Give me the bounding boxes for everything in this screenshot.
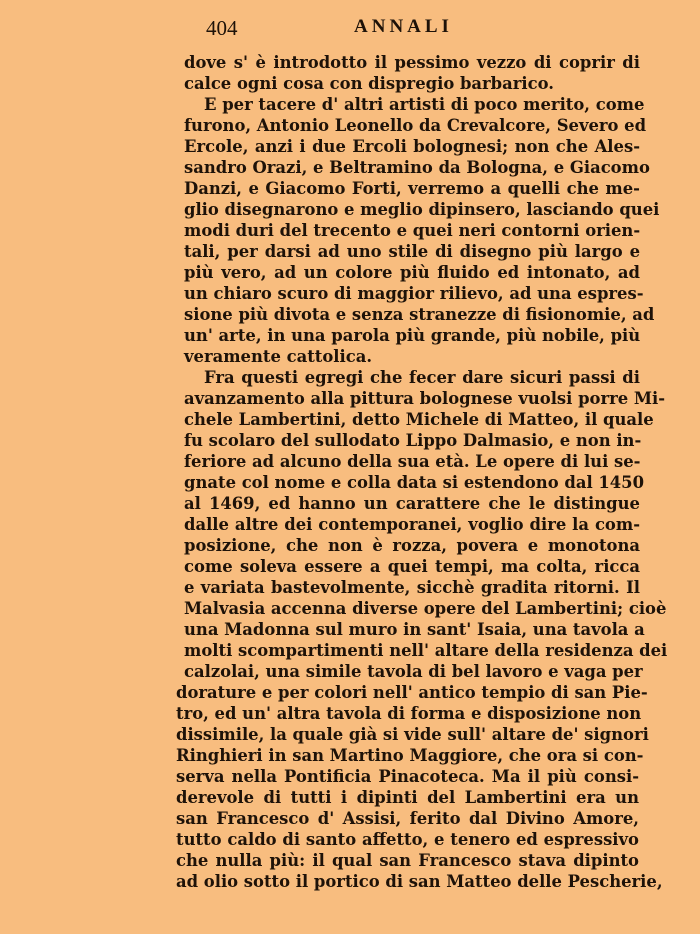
text-line: E per tacere d' altri artisti di poco merito, come [204,95,645,114]
text-line: Fra questi egregi che fecer dare sicuri passi di [204,368,640,387]
text-line: al 1469, ed hanno un carattere che le distingue [184,494,640,513]
text-line: sandro Orazi, e Beltramino da Bologna, e Giacomo [184,158,650,177]
text-line: un' arte, in una parola più grande, più nobile, più [184,326,641,345]
text-line: feriore ad alcuno della sua età. Le opere di lui se- [184,452,641,471]
text-line: gnate col nome e colla data si estendono dal 1450 [184,473,644,492]
text-line: avanzamento alla pittura bolognese vuolsi porre Mi- [184,389,666,408]
paragraph-first-line [184,94,645,115]
text-line: Ercole, anzi i due Ercoli bolognesi; non che Ales- [184,137,640,156]
running-title: ANNALI [354,16,453,37]
text-line: e variata bastevolmente, sicchè gradita ritorni. Il [184,578,640,597]
text-line: san Francesco d' Assisi, ferito dal Divino Amore, [176,809,639,828]
text-line: calce ogni cosa con dispregio barbarico. [184,74,554,93]
text-line: tutto caldo di santo affetto, e tenero ed espressivo [176,830,639,849]
text-line: chele Lambertini, detto Michele di Matteo, il quale [184,410,654,429]
text-line: come soleva essere a quei tempi, ma colta, ricca [184,557,640,576]
text-line: glio disegnarono e meglio dipinsero, lasciando quei [184,200,660,219]
text-line: Malvasia accenna diverse opere del Lambertini; cioè [184,599,667,618]
text-line: dove s' è introdotto il pessimo vezzo di coprir di [184,53,640,72]
text-line: dissimile, la quale già si vide sull' altare de' signori [176,725,649,744]
text-line: molti scompartimenti nell' altare della residenza dei [184,641,668,660]
text-line: serva nella Pontificia Pinacoteca. Ma il più consi- [176,767,639,786]
text-line: derevole di tutti i dipinti del Lambertini era un [176,788,639,807]
text-line: dalle altre dei contemporanei, voglio dire la com- [184,515,640,534]
text-line: una Madonna sul muro in sant' Isaia, una tavola a [184,620,645,639]
page-number: 404 [206,16,238,40]
text-line: modi duri del trecento e quei neri contorni orien- [184,221,641,240]
text-line: che nulla più: il qual san Francesco stava dipinto [176,851,639,870]
text-line: calzolai, una simile tavola di bel lavoro e vaga per [184,662,643,681]
text-line: Danzi, e Giacomo Forti, verremo a quelli che me- [184,179,640,198]
text-line: più vero, ad un colore più fluido ed intonato, ad [184,263,640,282]
paragraph-first-line [184,367,640,388]
text-line: Ringhieri in san Martino Maggiore, che ora si con- [176,746,644,765]
text-line: sione più divota e senza stranezze di fisionomie, ad [184,305,655,324]
text-line: furono, Antonio Leonello da Crevalcore, Severo ed [184,116,647,135]
page-header [0,12,700,42]
text-line: dorature e per colori nell' antico tempio di san Pie- [176,683,648,702]
text-line: tro, ed un' altra tavola di forma e disposizione non [176,704,642,723]
text-line: tali, per darsi ad uno stile di disegno più largo e [184,242,640,261]
text-line: ad olio sotto il portico di san Matteo delle Pescherie, [176,872,663,891]
text-line: posizione, che non è rozza, povera e monotona [184,536,640,555]
text-line: fu scolaro del sullodato Lippo Dalmasio, e non in- [184,431,642,450]
text-line: veramente cattolica. [184,347,373,366]
text-line: un chiaro scuro di maggior rilievo, ad una espres- [184,284,644,303]
